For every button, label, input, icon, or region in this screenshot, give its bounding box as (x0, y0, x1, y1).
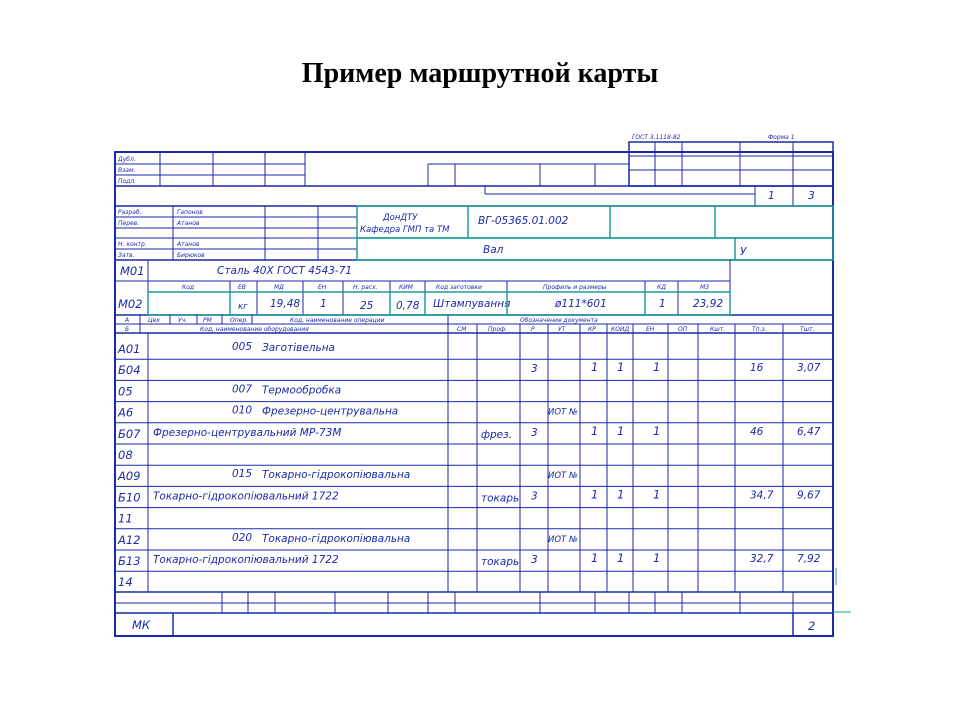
m02-en: 1 (320, 298, 327, 310)
row-r: 3 (531, 490, 538, 503)
hdr1-ceh: Цех (148, 317, 160, 324)
people-label-3: Н. контр. (118, 241, 147, 248)
signatures-block (115, 206, 833, 260)
row-koid: 1 (653, 423, 661, 438)
row-op-text: Фрезерно-центрувальна (262, 405, 399, 418)
row-kr: 1 (617, 423, 625, 438)
form-label: Форма 1 (768, 134, 795, 141)
m02-kd: 1 (659, 298, 666, 310)
row-r: ИОТ № (548, 534, 578, 545)
hdr2-kr: КР (588, 326, 596, 333)
footer-block (115, 568, 851, 636)
row-r: 3 (531, 426, 538, 439)
row-op-text: Заготівельна (262, 342, 335, 354)
row-tpz: 34,7 (750, 489, 774, 502)
m02-norm: 25 (360, 300, 374, 312)
row-op-text: Фрезерно-центрувальний МР-73М (153, 426, 342, 439)
hdr1-rm: РМ (203, 317, 212, 324)
m02-h-mz: МЗ (700, 284, 710, 291)
row-koid: 1 (653, 487, 661, 502)
footer-code: МК (132, 618, 151, 632)
row-op-number: 015 (232, 468, 253, 481)
label-vzam: Взам. (118, 167, 136, 174)
m02-blank: Штампування (433, 298, 511, 310)
row-op-text: Токарно-гідрокопіювальний 1722 (153, 554, 339, 566)
hdr2-tsht: Тшт. (800, 326, 815, 333)
row-tsh: 7,92 (797, 553, 821, 565)
row-tsh: 3,07 (797, 362, 821, 375)
hdr2-equip: Код, наименование оборудования (200, 326, 309, 333)
header-block (115, 134, 833, 206)
row-profession: токарь (481, 556, 520, 568)
m02-code: М02 (118, 297, 143, 311)
m02-md: 19,48 (270, 298, 301, 310)
row-tpz: 16 (750, 362, 764, 375)
m02-mz: 23,92 (693, 298, 724, 310)
row-ut: 1 (591, 487, 599, 502)
row-code: Б10 (118, 490, 141, 505)
material-block (115, 260, 833, 315)
people-label-4: Затв. (118, 252, 135, 259)
row-r: ИОТ № (548, 407, 578, 418)
row-op-number: 020 (232, 531, 253, 544)
row-code: 05 (118, 384, 133, 399)
m02-h-kd: КД (657, 284, 666, 291)
row-profession: фрез. (481, 428, 513, 441)
row-op-text: Токарно-гідрокопіювальна (262, 469, 411, 482)
hdr2-r: Р (531, 326, 535, 333)
label-dubl: Дубл. (118, 156, 136, 163)
m01-code: М01 (120, 264, 145, 278)
litera: У (740, 246, 747, 258)
row-ut: 1 (591, 423, 599, 438)
label-podl: Подл. (118, 178, 137, 185)
hdr1-oper: Опер. (230, 317, 249, 324)
row-ut: 1 (591, 551, 599, 565)
page-title: Пример маршрутной карты (301, 58, 659, 89)
m02-profile: ø111*601 (555, 298, 607, 310)
m02-kim: 0,78 (396, 300, 420, 312)
row-kr: 1 (617, 487, 625, 502)
part-name: Вал (483, 244, 504, 256)
m02-h-ev: ЕВ (238, 284, 246, 291)
m02-h-en: ЕН (318, 284, 327, 291)
m02-unit: кг (238, 302, 248, 312)
row-profession: токарь (481, 492, 520, 505)
doc-number: ВГ-05365.01.002 (478, 215, 569, 227)
people-name-0: Гапонов (177, 209, 203, 216)
row-code: А12 (118, 532, 141, 547)
org-block (357, 206, 833, 260)
hdr1-a: А (125, 317, 130, 324)
row-tpz: 46 (750, 425, 764, 438)
m02-h-norm: Н. расх. (353, 284, 378, 291)
row-code: 08 (118, 448, 133, 462)
row-r: 3 (531, 554, 538, 566)
m02-h-kim: КИМ (399, 284, 413, 291)
row-op-text: Термообробка (262, 384, 342, 397)
row-code: Б07 (118, 426, 141, 441)
m02-h-blank: Код заготовки (436, 284, 482, 291)
row-code: Б04 (118, 363, 141, 378)
hdr2-koid: КОИД (611, 326, 630, 333)
hdr1-uch: Уч. (178, 317, 188, 324)
sheets-total: 1 (768, 190, 775, 202)
org-line2: Кафедра ГМП та ТМ (360, 225, 450, 235)
row-tsh: 6,47 (797, 425, 821, 438)
org-line1: ДонДТУ (383, 213, 418, 223)
people-label-1: Перев. (118, 220, 140, 227)
hdr2-b: Б (125, 326, 130, 333)
hdr2-ksht: Кшт. (710, 326, 726, 333)
row-r: ИОТ № (548, 471, 578, 482)
row-code: Б13 (118, 554, 141, 568)
material-name: Сталь 40Х ГОСТ 4543-71 (217, 265, 353, 277)
hdr1-op-name: Код, наименование операции (290, 317, 385, 324)
m02-h-kod: Код (182, 284, 195, 291)
m02-h-profile: Профиль и размеры (543, 284, 607, 291)
hdr2-prof: Проф. (488, 326, 508, 333)
row-code: 11 (118, 511, 133, 526)
row-kr: 1 (617, 360, 625, 375)
row-koid: 1 (653, 551, 661, 565)
hdr2-ut: УТ (558, 326, 566, 333)
hdr2-en: ЕН (646, 326, 655, 333)
row-tsh: 9,67 (797, 489, 821, 502)
hdr2-op: ОП (678, 326, 688, 333)
row-r: 3 (531, 363, 538, 376)
footer-sheet: 2 (808, 619, 816, 633)
row-op-number: 005 (232, 341, 253, 353)
hdr2-sm: СМ (457, 326, 467, 333)
people-name-1: Атанов (177, 220, 200, 227)
gost-code: ГОСТ 3.1118-82 (632, 134, 681, 141)
hdr1-doc: Обозначение документа (520, 317, 598, 324)
people-label-0: Разраб. (118, 209, 142, 216)
row-code: А09 (118, 469, 141, 484)
column-headers (115, 315, 833, 333)
row-code: А01 (118, 342, 141, 356)
row-koid: 1 (653, 360, 661, 375)
people-name-4: Бирюков (177, 252, 205, 259)
row-code: А6 (118, 405, 134, 420)
row-kr: 1 (617, 551, 625, 565)
row-code: 14 (118, 575, 133, 590)
row-tpz: 32,7 (750, 553, 774, 565)
row-ut: 1 (591, 360, 599, 375)
row-op-number: 010 (232, 404, 253, 417)
row-op-number: 007 (232, 383, 253, 396)
row-op-text: Токарно-гідрокопіювальний 1722 (153, 490, 339, 503)
hdr2-tpz: Тп.з. (752, 326, 767, 333)
m02-h-md: МД (274, 284, 284, 291)
sheet-number: 3 (808, 190, 815, 202)
people-name-3: Атанов (177, 241, 200, 248)
row-op-text: Токарно-гідрокопіювальна (262, 532, 411, 545)
